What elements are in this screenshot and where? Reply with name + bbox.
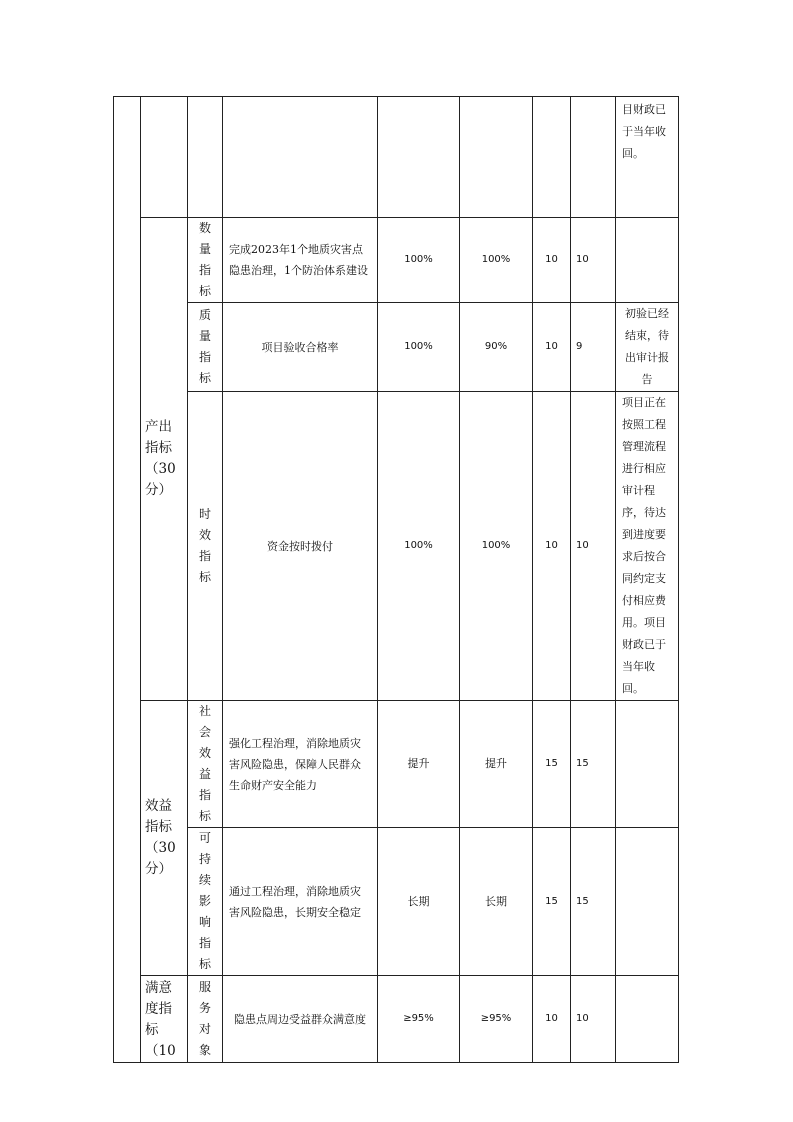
indicator-cell (223, 97, 378, 218)
actual-value-cell: 提升 (460, 701, 533, 828)
score-cell: 15 (571, 701, 616, 828)
indicator-cell: 完成2023年1个地质灾害点隐患治理，1个防治体系建设 (223, 218, 378, 303)
weight-cell: 10 (533, 976, 571, 1063)
table-row (114, 701, 679, 828)
target-value-cell: 提升 (378, 701, 460, 828)
satisfaction-category-cell: 满意度指标（10 (141, 976, 188, 1063)
remark-cell: 初验已经结束，待出审计报告 (616, 303, 679, 392)
subcategory-cell: 服务对象 (188, 976, 223, 1063)
target-value-cell: 长期 (378, 828, 460, 976)
table-row (114, 828, 679, 976)
performance-table (113, 96, 679, 1063)
table-row (114, 97, 679, 218)
subcategory-cell: 社会效益指标 (188, 701, 223, 828)
actual-value-cell (460, 97, 533, 218)
target-value-cell: ≥95% (378, 976, 460, 1063)
weight-cell: 15 (533, 828, 571, 976)
target-value-cell: 100% (378, 218, 460, 303)
weight-cell: 10 (533, 303, 571, 392)
table-row (114, 303, 679, 392)
weight-cell: 10 (533, 392, 571, 701)
remark-cell (616, 976, 679, 1063)
remark-cell: 目财政已于当年收回。 (616, 97, 679, 218)
actual-value-cell: 90% (460, 303, 533, 392)
table-row (114, 976, 679, 1063)
weight-cell (533, 97, 571, 218)
output-category-cell: 产出指标（30分） (141, 218, 188, 701)
actual-value-cell: 长期 (460, 828, 533, 976)
score-cell: 10 (571, 392, 616, 701)
score-cell: 10 (571, 976, 616, 1063)
actual-value-cell: ≥95% (460, 976, 533, 1063)
subcategory-cell: 时效指标 (188, 392, 223, 701)
indicator-cell: 隐患点周边受益群众满意度 (223, 976, 378, 1063)
remark-cell (616, 218, 679, 303)
remark-cell (616, 701, 679, 828)
weight-cell: 15 (533, 701, 571, 828)
target-value-cell: 100% (378, 392, 460, 701)
indicator-cell: 通过工程治理，消除地质灾害风险隐患，长期安全稳定 (223, 828, 378, 976)
subcategory-cell: 可持续影响指标 (188, 828, 223, 976)
table-row (114, 218, 679, 303)
subcategory-cell (188, 97, 223, 218)
category-cell (141, 97, 188, 218)
table-row (114, 392, 679, 701)
indicator-cell: 项目验收合格率 (223, 303, 378, 392)
remark-cell (616, 828, 679, 976)
target-value-cell: 100% (378, 303, 460, 392)
actual-value-cell: 100% (460, 392, 533, 701)
score-cell (571, 97, 616, 218)
indicator-cell: 资金按时拨付 (223, 392, 378, 701)
subcategory-cell: 数量指标 (188, 218, 223, 303)
score-cell: 15 (571, 828, 616, 976)
score-cell: 10 (571, 218, 616, 303)
subcategory-cell: 质量指标 (188, 303, 223, 392)
target-value-cell (378, 97, 460, 218)
indicator-cell: 强化工程治理，消除地质灾害风险隐患，保障人民群众生命财产安全能力 (223, 701, 378, 828)
actual-value-cell: 100% (460, 218, 533, 303)
primary-category-cell (114, 97, 141, 1063)
benefit-category-cell: 效益指标（30分） (141, 701, 188, 976)
weight-cell: 10 (533, 218, 571, 303)
score-cell: 9 (571, 303, 616, 392)
remark-cell: 项目正在按照工程管理流程进行相应审计程序，待达到进度要求后按合同约定支付相应费用。项目财政已于当年收回。 (616, 392, 679, 701)
